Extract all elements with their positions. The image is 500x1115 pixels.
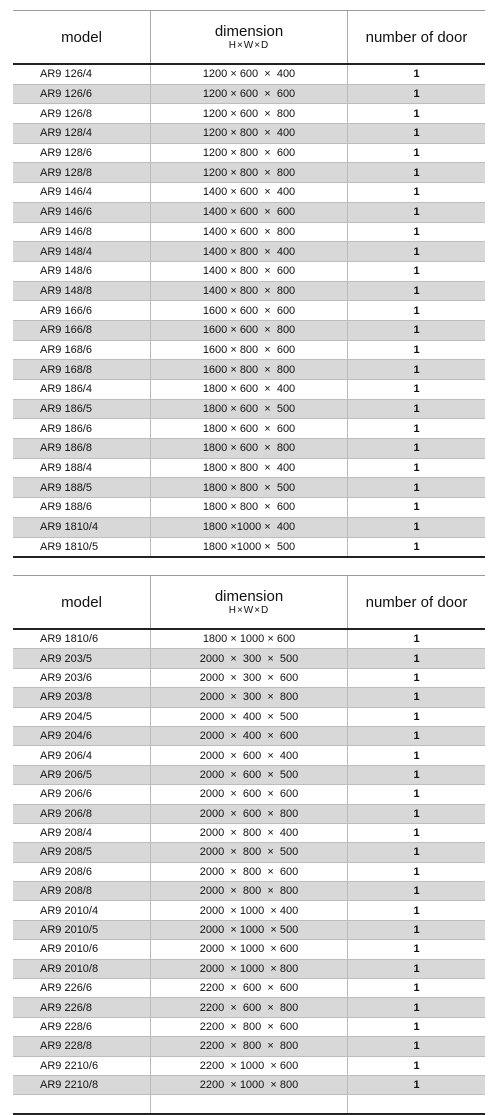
dimension-cell: 2200 × 1000 × 600 [150,1057,348,1075]
model-cell: AR9 186/6 [40,422,92,435]
model-cell: AR9 206/5 [40,768,92,781]
header-model [13,576,150,628]
table-row [13,262,485,282]
table-row [13,882,485,901]
table-row [13,498,485,518]
dimension-cell: 1600 × 800 × 800 [150,360,348,379]
table-row [13,380,485,400]
table-row [13,805,485,824]
model-cell: AR9 204/6 [40,730,92,743]
table-row [13,518,485,538]
table-row [13,144,485,164]
doors-cell: 1 [413,284,420,297]
table-row [13,669,485,688]
doors-cell: 1 [413,924,420,937]
table-row [13,341,485,361]
doors-cell: 1 [413,147,420,160]
dimension-cell: 1800 × 800 × 500 [150,478,348,497]
doors-cell: 1 [413,343,420,356]
table-row [13,85,485,105]
doors-cell: 1 [413,904,420,917]
doors-cell: 1 [413,245,420,258]
dimension-cell: 1200 × 800 × 800 [150,163,348,182]
dimension-cell: 2200 × 600 × 600 [150,979,348,997]
doors-cell: 1 [413,68,420,81]
model-cell: AR9 226/6 [40,982,92,995]
doors-cell: 1 [413,943,420,956]
dimension-cell: 2000 × 600 × 500 [150,766,348,784]
dimension-cell: 2000 × 300 × 800 [150,688,348,706]
model-cell: AR9 206/4 [40,749,92,762]
model-cell: AR9 228/8 [40,1040,92,1053]
model-cell: AR9 128/8 [40,166,92,179]
dimension-cell: 2000 × 600 × 400 [150,746,348,764]
table-row [13,688,485,707]
table-row [13,104,485,124]
model-cell: AR9 128/6 [40,147,92,160]
table-end-row [13,1095,485,1115]
dimension-cell: 1400 × 800 × 800 [150,282,348,301]
model-cell: AR9 208/8 [40,885,92,898]
doors-cell: 1 [413,865,420,878]
dimension-cell: 2200 × 600 × 800 [150,998,348,1016]
dimension-cell: 2200 × 800 × 800 [150,1037,348,1055]
model-cell: AR9 2010/8 [40,962,99,975]
model-cell: AR9 203/6 [40,671,92,684]
dimension-cell: 1800 ×1000 × 500 [150,538,348,557]
header-dimension-label: dimension [214,587,284,605]
doors-cell: 1 [413,982,420,995]
doors-cell: 1 [413,422,420,435]
doors-cell: 1 [413,691,420,704]
dimension-cell: 1200 × 800 × 600 [150,144,348,163]
header-model-label: model [61,593,102,611]
table-row [13,843,485,862]
model-cell: AR9 148/6 [40,265,92,278]
dimension-cell: 2000 × 800 × 600 [150,863,348,881]
table-header [13,575,485,630]
model-cell: AR9 208/6 [40,865,92,878]
dimension-cell: 1400 × 600 × 400 [150,183,348,202]
model-cell: AR9 206/6 [40,788,92,801]
doors-cell: 1 [413,730,420,743]
table-row [13,1057,485,1076]
doors-cell: 1 [413,501,420,514]
dimension-cell: 2000 × 400 × 600 [150,727,348,745]
dimension-cell: 1400 × 600 × 600 [150,203,348,222]
dimension-cell: 1200 × 600 × 400 [150,65,348,84]
doors-cell: 1 [413,363,420,376]
dimension-cell: 1800 ×1000 × 400 [150,518,348,537]
doors-cell: 1 [413,186,420,199]
model-cell: AR9 2210/8 [40,1079,99,1092]
table-row [13,940,485,959]
doors-cell: 1 [413,304,420,317]
table-row [13,459,485,479]
header-doors-label: number of door [365,28,468,46]
doors-cell: 1 [413,788,420,801]
dimension-cell: 2000 × 300 × 500 [150,649,348,667]
table-row [13,538,485,557]
dimension-cell: 1800 × 600 × 500 [150,400,348,419]
doors-cell: 1 [413,265,420,278]
model-cell: AR9 203/5 [40,652,92,665]
header-dimension [150,576,348,628]
doors-cell: 1 [413,1059,420,1072]
model-cell: AR9 188/6 [40,501,92,514]
dimension-cell: 1800 × 600 × 400 [150,380,348,399]
table-row [13,65,485,85]
model-cell: AR9 186/8 [40,442,92,455]
header-doors [348,576,485,628]
header-dimension-sub: H×W×D [228,39,270,51]
model-cell: AR9 148/4 [40,245,92,258]
table-row [13,203,485,223]
model-cell: AR9 146/6 [40,206,92,219]
model-cell: AR9 128/4 [40,127,92,140]
doors-cell: 1 [413,962,420,975]
doors-cell: 1 [413,107,420,120]
model-cell: AR9 146/8 [40,225,92,238]
dimension-cell: 2000 × 1000 × 600 [150,940,348,958]
table-row [13,360,485,380]
model-cell: AR9 148/8 [40,284,92,297]
table-row [13,400,485,420]
doors-cell: 1 [413,846,420,859]
dimension-cell: 2000 × 600 × 600 [150,785,348,803]
table-row [13,1076,485,1095]
doors-cell: 1 [413,206,420,219]
table-row [13,901,485,920]
dimension-cell: 2200 × 800 × 600 [150,1018,348,1036]
dimension-cell: 1600 × 600 × 800 [150,321,348,340]
doors-cell: 1 [413,768,420,781]
dimension-cell: 1400 × 800 × 400 [150,242,348,261]
table-body [13,630,485,1095]
table-row [13,960,485,979]
table-row [13,242,485,262]
doors-cell: 1 [413,225,420,238]
model-cell: AR9 1810/4 [40,521,99,534]
dimension-cell: 1600 × 800 × 600 [150,341,348,360]
doors-cell: 1 [413,540,420,553]
table-row [13,630,485,649]
model-cell: AR9 2010/4 [40,904,99,917]
dimension-cell: 2000 × 800 × 400 [150,824,348,842]
table-row [13,124,485,144]
table-row [13,321,485,341]
model-cell: AR9 206/8 [40,807,92,820]
doors-cell: 1 [413,383,420,396]
doors-cell: 1 [413,710,420,723]
table-row [13,282,485,302]
table-row [13,979,485,998]
empty-cell [150,1095,348,1113]
dimension-cell: 1800 × 1000 × 600 [150,630,348,648]
dimension-cell: 1200 × 600 × 600 [150,85,348,104]
dimension-cell: 1600 × 600 × 600 [150,301,348,320]
model-cell: AR9 186/4 [40,383,92,396]
model-cell: AR9 204/5 [40,710,92,723]
doors-cell: 1 [413,633,420,646]
dimension-cell: 2000 × 600 × 800 [150,805,348,823]
model-cell: AR9 168/6 [40,343,92,356]
doors-cell: 1 [413,127,420,140]
doors-cell: 1 [413,1021,420,1033]
model-cell: AR9 208/4 [40,827,92,840]
model-cell: AR9 168/8 [40,363,92,376]
table-row [13,163,485,183]
table-row [13,746,485,765]
model-cell: AR9 2210/6 [40,1059,99,1072]
dimension-cell: 2000 × 1000 × 800 [150,960,348,978]
table-row [13,766,485,785]
dimension-cell: 1800 × 600 × 800 [150,439,348,458]
header-dimension-label: dimension [214,22,284,40]
header-model [13,11,150,63]
doors-cell: 1 [413,481,420,494]
spec-table-2 [13,575,485,1115]
table-row [13,439,485,459]
model-cell: AR9 126/4 [40,68,92,81]
dimension-cell: 1200 × 800 × 400 [150,124,348,143]
model-cell: AR9 166/8 [40,324,92,337]
model-cell: AR9 208/5 [40,846,92,859]
table-row [13,478,485,498]
table-row [13,183,485,203]
model-cell: AR9 186/5 [40,403,92,416]
header-dimension [150,11,348,63]
table-row [13,1037,485,1056]
doors-cell: 1 [413,1001,420,1014]
dimension-cell: 1800 × 800 × 600 [150,498,348,517]
table-row [13,708,485,727]
header-doors-label: number of door [365,593,468,611]
doors-cell: 1 [413,1040,420,1053]
table-row [13,998,485,1017]
table-row [13,419,485,439]
table-body [13,65,485,558]
header-doors [348,11,485,63]
table-row [13,785,485,804]
table-row [13,824,485,843]
dimension-cell: 2000 × 300 × 600 [150,669,348,687]
spec-table-1 [13,10,485,558]
doors-cell: 1 [413,88,420,101]
doors-cell: 1 [413,462,420,475]
dimension-cell: 2200 × 1000 × 800 [150,1076,348,1094]
model-cell: AR9 2010/6 [40,943,99,956]
model-cell: AR9 1810/6 [40,633,99,646]
table-row [13,863,485,882]
doors-cell: 1 [413,807,420,820]
table-row [13,649,485,668]
dimension-cell: 2000 × 1000 × 400 [150,901,348,919]
model-cell: AR9 228/6 [40,1021,92,1033]
dimension-cell: 1400 × 600 × 800 [150,223,348,242]
table-row [13,301,485,321]
doors-cell: 1 [413,1079,420,1092]
dimension-cell: 2000 × 800 × 800 [150,882,348,900]
model-cell: AR9 1810/5 [40,540,99,553]
model-cell: AR9 203/8 [40,691,92,704]
doors-cell: 1 [413,324,420,337]
doors-cell: 1 [413,671,420,684]
dimension-cell: 2000 × 1000 × 500 [150,921,348,939]
model-cell: AR9 188/4 [40,462,92,475]
doors-cell: 1 [413,885,420,898]
doors-cell: 1 [413,521,420,534]
model-cell: AR9 166/6 [40,304,92,317]
table-row [13,223,485,243]
table-row [13,1018,485,1037]
model-cell: AR9 226/8 [40,1001,92,1014]
dimension-cell: 1400 × 800 × 600 [150,262,348,281]
header-model-label: model [61,28,102,46]
table-row [13,921,485,940]
dimension-cell: 2000 × 400 × 500 [150,708,348,726]
model-cell: AR9 146/4 [40,186,92,199]
dimension-cell: 1200 × 600 × 800 [150,104,348,123]
doors-cell: 1 [413,827,420,840]
model-cell: AR9 188/5 [40,481,92,494]
doors-cell: 1 [413,166,420,179]
doors-cell: 1 [413,749,420,762]
dimension-cell: 2000 × 800 × 500 [150,843,348,861]
model-cell: AR9 126/8 [40,107,92,120]
model-cell: AR9 126/6 [40,88,92,101]
table-header [13,10,485,65]
dimension-cell: 1800 × 600 × 600 [150,419,348,438]
model-cell: AR9 2010/5 [40,924,99,937]
doors-cell: 1 [413,403,420,416]
dimension-cell: 1800 × 800 × 400 [150,459,348,478]
doors-cell: 1 [413,442,420,455]
header-dimension-sub: H×W×D [228,604,270,616]
doors-cell: 1 [413,652,420,665]
table-row [13,727,485,746]
